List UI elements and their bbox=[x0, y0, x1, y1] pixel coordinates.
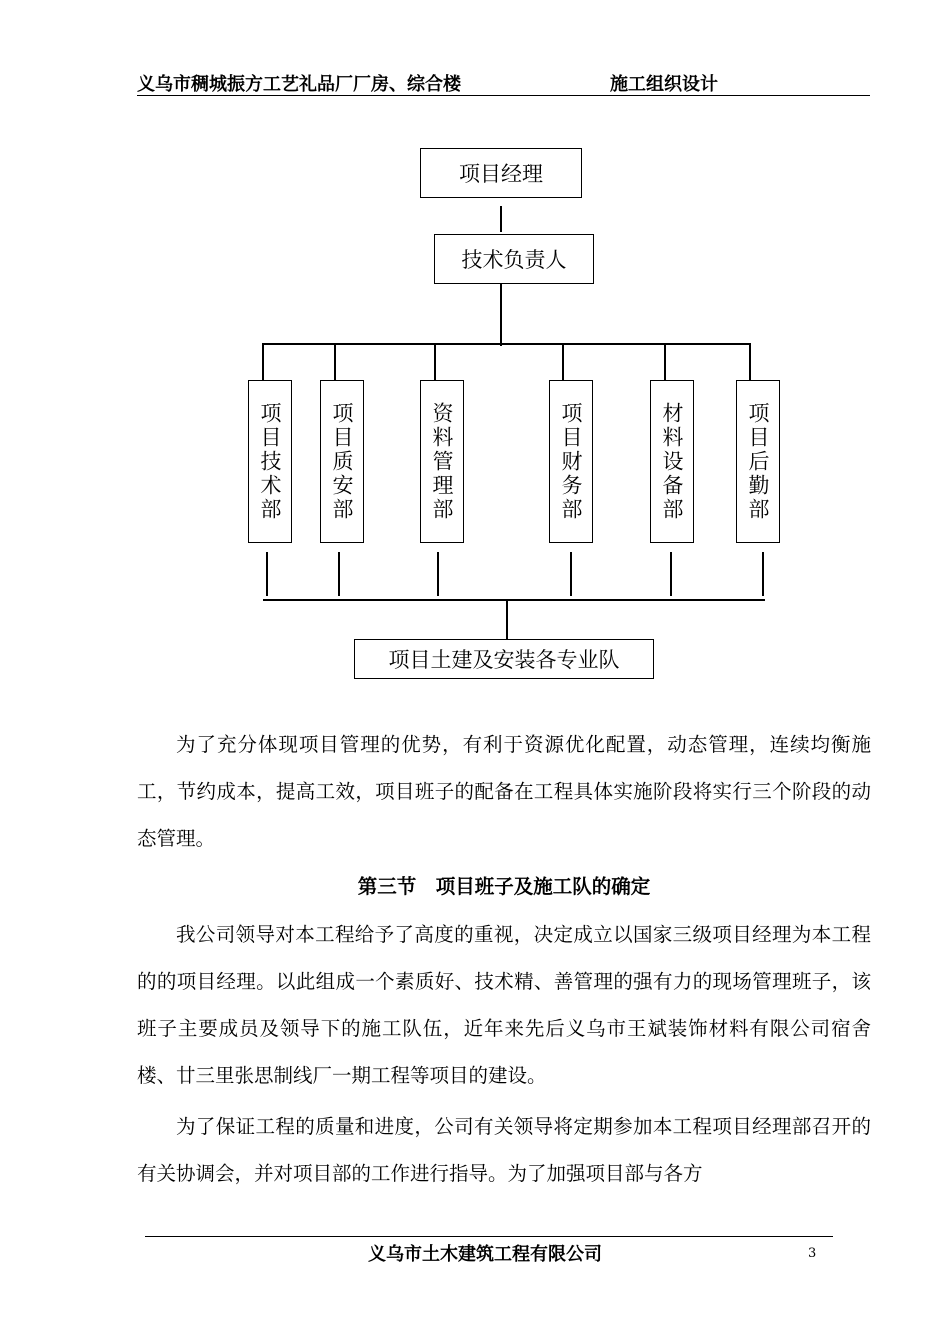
connector-rise-5 bbox=[670, 552, 672, 596]
org-box-tech-lead: 技术负责人 bbox=[434, 234, 594, 284]
footer-company-name: 义乌市土木建筑工程有限公司 bbox=[368, 1244, 602, 1265]
header-divider bbox=[137, 95, 870, 96]
section-title: 第三节 项目班子及施工队的确定 bbox=[357, 875, 651, 898]
connector-rise-2 bbox=[338, 552, 340, 596]
org-box-dept-records: 资料管理部 bbox=[420, 380, 464, 543]
org-box-dept-materials: 材料设备部 bbox=[650, 380, 694, 543]
body-paragraph-2: 我公司领导对本工程给予了高度的重视，决定成立以国家三级项目经理为本工程的的项目经理。以此组成一个素质好、技术精、善管理的强有力的现场管理班子，该班子主要成员及领导下的施工队伍，近年来先后义乌市王斌装饰材料有限公司宿舍楼、廿三里张思制线厂一期工程等项目的建设。 bbox=[137, 923, 871, 1087]
page-number: 3 bbox=[808, 1246, 817, 1261]
header-project-title: 义乌市稠城振方工艺礼品厂厂房、综合楼 bbox=[137, 74, 461, 95]
connector-drop-5 bbox=[664, 343, 666, 381]
org-box-dept-finance: 项目财务部 bbox=[549, 380, 593, 543]
connector-drop-4 bbox=[562, 343, 564, 381]
body-paragraph-1: 为了充分体现项目管理的优势，有利于资源优化配置，动态管理，连续均衡施工，节约成本，提高工效，项目班子的配备在工程具体实施阶段将实行三个阶段的动态管理。 bbox=[137, 733, 871, 850]
connector-manager-techlead bbox=[500, 206, 502, 232]
footer-divider bbox=[145, 1236, 833, 1237]
connector-drop-2 bbox=[334, 343, 336, 381]
connector-rise-6 bbox=[762, 552, 764, 596]
connector-techlead-bus bbox=[500, 284, 502, 346]
connector-bus-teams bbox=[506, 599, 508, 639]
header-document-type: 施工组织设计 bbox=[610, 74, 718, 95]
org-box-teams: 项目土建及安装各专业队 bbox=[354, 639, 654, 679]
connector-drop-1 bbox=[262, 343, 264, 381]
connector-rise-3 bbox=[437, 552, 439, 596]
org-box-dept-tech: 项目技术部 bbox=[248, 380, 292, 543]
connector-bottom-bus bbox=[263, 599, 765, 601]
org-box-dept-quality-safety: 项目质安部 bbox=[320, 380, 364, 543]
connector-rise-4 bbox=[570, 552, 572, 596]
org-box-manager: 项目经理 bbox=[420, 148, 582, 198]
org-box-dept-logistics: 项目后勤部 bbox=[736, 380, 780, 543]
body-paragraph-3: 为了保证工程的质量和进度，公司有关领导将定期参加本工程项目经理部召开的有关协调会，并对项目部的工作进行指导。为了加强项目部与各方 bbox=[137, 1115, 871, 1185]
connector-drop-6 bbox=[749, 343, 751, 381]
connector-rise-1 bbox=[266, 552, 268, 596]
connector-drop-3 bbox=[434, 343, 436, 381]
